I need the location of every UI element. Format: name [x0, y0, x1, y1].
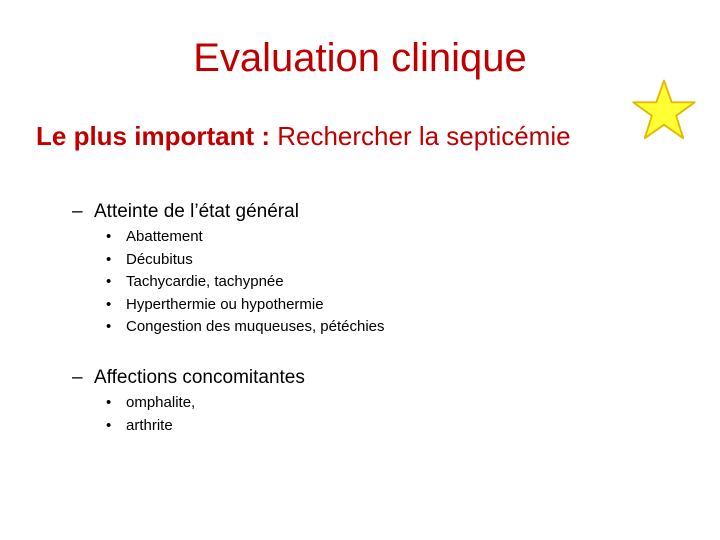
list-item-text: arthrite — [126, 416, 173, 434]
list-item — [72, 271, 385, 294]
section-heading — [72, 366, 305, 390]
bullet-marker: • — [106, 228, 112, 245]
subtitle-text: Rechercher la septicémie — [270, 121, 571, 151]
section-heading-text: Atteinte de l’état général — [94, 201, 299, 222]
dash-marker: – — [72, 367, 83, 388]
bullet-marker: • — [106, 295, 112, 313]
slide-subtitle — [36, 120, 571, 152]
bullet-marker: • — [106, 250, 112, 268]
list-item — [72, 316, 385, 339]
star-icon — [632, 78, 696, 142]
symptom-list — [72, 226, 385, 339]
bullet-marker: • — [106, 394, 112, 411]
bullet-marker: • — [106, 273, 112, 290]
condition-list — [72, 392, 305, 437]
list-item-text: Décubitus — [126, 250, 193, 268]
list-item — [72, 226, 385, 249]
list-item-text: Tachycardie, tachypnée — [126, 273, 284, 290]
list-item-text: Abattement — [126, 228, 203, 245]
list-item — [72, 392, 305, 415]
list-item-text: omphalite, — [126, 394, 196, 411]
list-item-text: Congestion des muqueuses, pétéchies — [126, 318, 385, 335]
dash-marker: – — [72, 201, 83, 222]
list-item — [72, 249, 385, 272]
section-heading-text: Affections concomitantes — [94, 367, 305, 388]
slide-title: Evaluation clinique — [193, 36, 527, 80]
bullet-marker: • — [106, 416, 112, 434]
section-heading — [72, 200, 385, 224]
list-item-text: Hyperthermie ou hypothermie — [126, 295, 324, 313]
list-item — [72, 415, 305, 438]
section-general-state — [72, 200, 385, 339]
section-concomitant-conditions — [72, 366, 305, 437]
bullet-marker: • — [106, 318, 112, 335]
list-item — [72, 294, 385, 317]
subtitle-emphasis: Le plus important : — [36, 121, 270, 151]
